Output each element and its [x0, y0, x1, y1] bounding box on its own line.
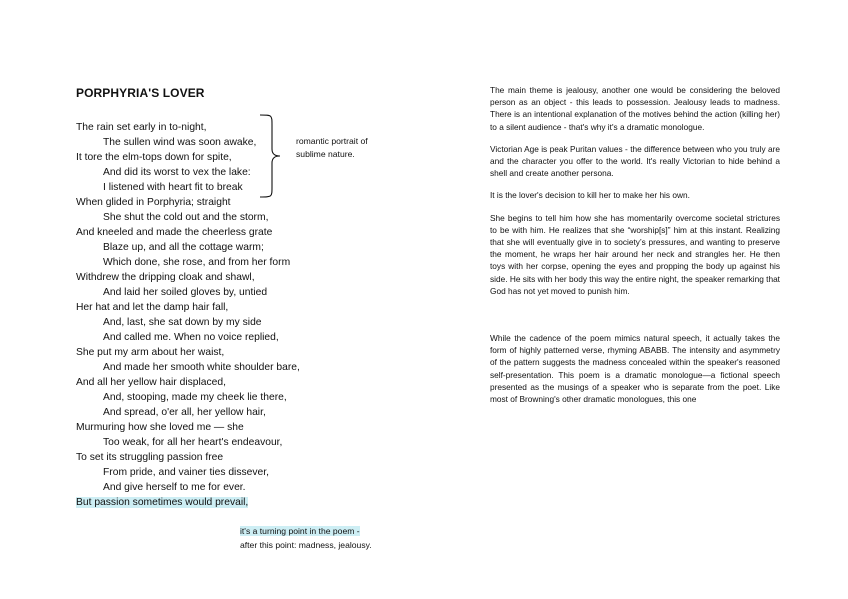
poem-line: Her hat and let the damp hair fall, — [76, 302, 229, 313]
poem-line: I listened with heart fit to break — [103, 182, 243, 193]
poem-line: And, last, she sat down by my side — [103, 317, 262, 328]
poem-line: She shut the cold out and the storm, — [103, 212, 269, 223]
turning-point-annotation: it's a turning point in the poem - after this point: madness, jealousy. — [240, 526, 372, 550]
poem-line: The sullen wind was soon awake, — [103, 137, 257, 148]
commentary-paragraph: While the cadence of the poem mimics natural speech, it actually takes the form of highly patterned verse, rhyming ABABB. The intensity and asymmetry of the pattern suggests the madness concealed within the speaker's reasoned self-presentation. This poem is a dramatic monologue—a fictional speech presented as the musings of a speaker who is separate from the poet. Like most of Browning's other dramatic monologues, this one — [490, 333, 780, 405]
poem-line: And laid her soiled gloves by, untied — [103, 287, 268, 298]
commentary-paragraph: It is the lover's decision to kill her to make her his own. — [490, 190, 690, 201]
poem-line-highlighted: But passion sometimes would prevail, — [76, 497, 249, 508]
poem-line: From pride, and vainer ties dissever, — [103, 467, 269, 478]
right-brace-icon — [258, 113, 284, 199]
poem-line: And made her smooth white shoulder bare, — [103, 362, 300, 373]
commentary-paragraph: Victorian Age is peak Puritan values - the difference between who you truly are and the character you offer to the world. It's really Victorian to hide behind a shell and create another persona. — [490, 143, 780, 179]
poem-line: She put my arm about her waist, — [76, 347, 225, 358]
poem-line: Blaze up, and all the cottage warm; — [103, 242, 264, 253]
commentary-column — [490, 84, 780, 405]
poem-line: Murmuring how she loved me — she — [76, 422, 244, 433]
poem-line: To set its struggling passion free — [76, 452, 224, 463]
poem-line: Withdrew the dripping cloak and shawl, — [76, 272, 255, 283]
commentary-paragraph: She begins to tell him how she has momentarily overcome societal strictures to be with him. He realizes that she “worship[s]” him at this instant. Realizing that she will eventually give in to society’s pressures, and wanting to preserve the moment, he wraps her hair around her neck and strangles her. He then toys with her corpse, opening the eyes and propping the body up against his side. He sits with her body this way the entire night, the speaker remarking that God has not yet moved to punish him. — [490, 212, 780, 296]
poem-line: And spread, o'er all, her yellow hair, — [103, 407, 266, 418]
nature-annotation: romantic portrait of sublime nature. — [296, 136, 368, 159]
poem-line: Which done, she rose, and from her form — [103, 257, 291, 268]
poem-line: It tore the elm-tops down for spite, — [76, 152, 232, 163]
poem-line: When glided in Porphyria; straight — [76, 197, 231, 208]
poem-line: And called me. When no voice replied, — [103, 332, 279, 343]
commentary-paragraph: The main theme is jealousy, another one would be considering the beloved person as an object - this leads to possession. Jealousy leads to madness. There is an intentional explanation of the motives behind the action (killing her) to a silent audience - that's why it's a dramatic monologue. — [490, 85, 780, 132]
poem-line: The rain set early in to-night, — [76, 122, 207, 133]
poem-title: PORPHYRIA'S LOVER — [76, 86, 205, 100]
poem-line: And kneeled and made the cheerless grate — [76, 227, 273, 238]
poem-line: And all her yellow hair displaced, — [76, 377, 226, 388]
poem-line: And give herself to me for ever. — [103, 482, 246, 493]
poem-line: Too weak, for all her heart's endeavour, — [103, 437, 283, 448]
poem-line: And did its worst to vex the lake: — [103, 167, 251, 178]
poem-line: And, stooping, made my cheek lie there, — [103, 392, 287, 403]
